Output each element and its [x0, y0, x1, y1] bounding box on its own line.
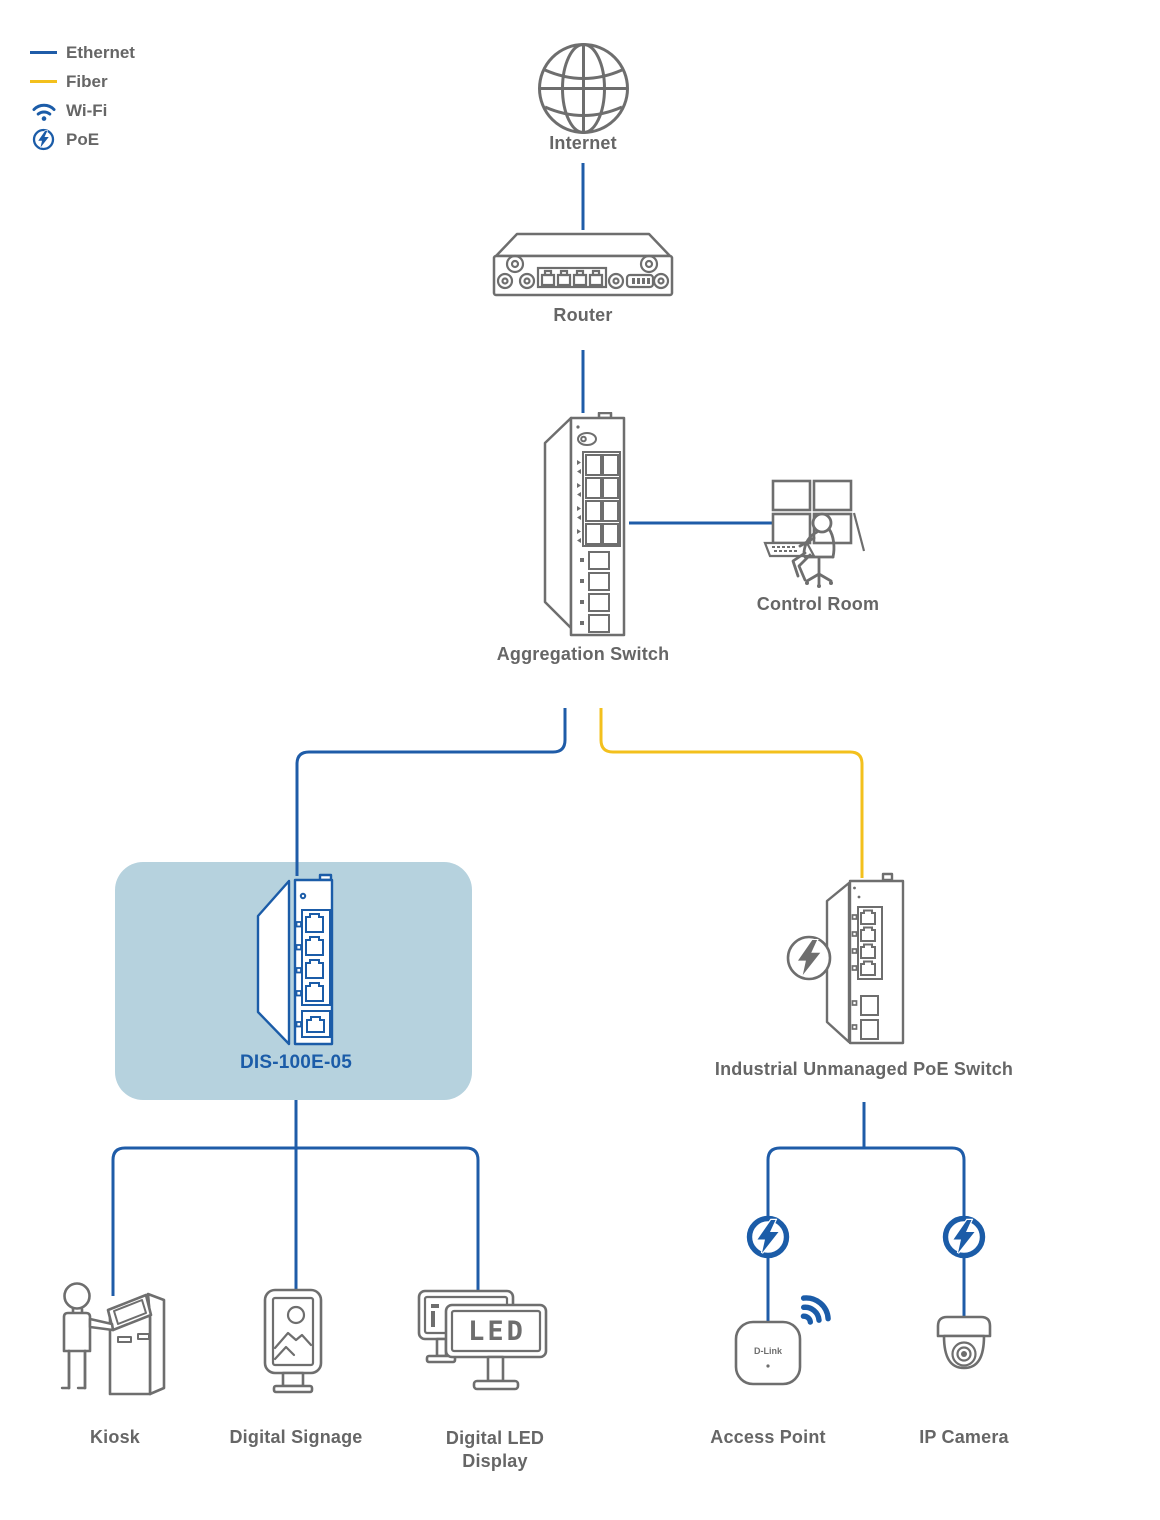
access-point-label: Access Point [710, 1427, 826, 1447]
legend-item-fiber [30, 71, 135, 92]
aggregation-switch-icon [533, 412, 629, 638]
internet-label: Internet [549, 133, 617, 153]
ip-camera-icon [928, 1312, 1000, 1380]
legend-item-wifi [30, 100, 135, 121]
digital-led-display-label: Digital LED Display [445, 1428, 545, 1472]
wifi-icon [31, 100, 57, 122]
fiber-line-swatch [30, 80, 57, 83]
legend-label-wifi: Wi-Fi [66, 100, 108, 120]
dis-switch-label: DIS-100E-05 [239, 1052, 353, 1073]
legend [30, 42, 135, 150]
digital-signage-label: Digital Signage [229, 1427, 363, 1447]
link-aggswitch-poeswitch [601, 708, 862, 878]
router-label: Router [553, 305, 613, 325]
legend-label-fiber: Fiber [66, 71, 108, 91]
router-icon [492, 230, 674, 298]
poe-icon [32, 128, 55, 151]
link-poeswitch-branch [768, 1148, 964, 1218]
control-room-icon [757, 477, 869, 597]
kiosk-label: Kiosk [89, 1427, 141, 1447]
legend-label-ethernet: Ethernet [66, 42, 135, 62]
poe-badge-camera-icon [941, 1214, 987, 1260]
ethernet-line-swatch [30, 51, 57, 54]
led-screen-text: LED [468, 1316, 526, 1347]
wifi-waves-icon [795, 1293, 833, 1330]
link-aggswitch-dis [297, 708, 565, 876]
ap-logo-text: D-Link [754, 1346, 782, 1356]
digital-led-display-icon [416, 1284, 548, 1400]
aggregation-switch-label: Aggregation Switch [496, 644, 670, 664]
ip-camera-label: IP Camera [919, 1427, 1009, 1447]
internet-globe-icon [536, 41, 631, 136]
poe-switch-icon [780, 870, 906, 1052]
poe-switch-label: Industrial Unmanaged PoE Switch [714, 1059, 1014, 1079]
access-point-icon [720, 1292, 836, 1392]
digital-signage-icon [262, 1288, 328, 1394]
kiosk-icon [52, 1280, 178, 1404]
legend-item-ethernet [30, 42, 135, 63]
poe-badge-ap-icon [745, 1214, 791, 1260]
legend-label-poe: PoE [66, 129, 100, 149]
dis-100e-05-icon [252, 872, 336, 1050]
control-room-label: Control Room [756, 594, 880, 614]
legend-item-poe [30, 129, 135, 150]
